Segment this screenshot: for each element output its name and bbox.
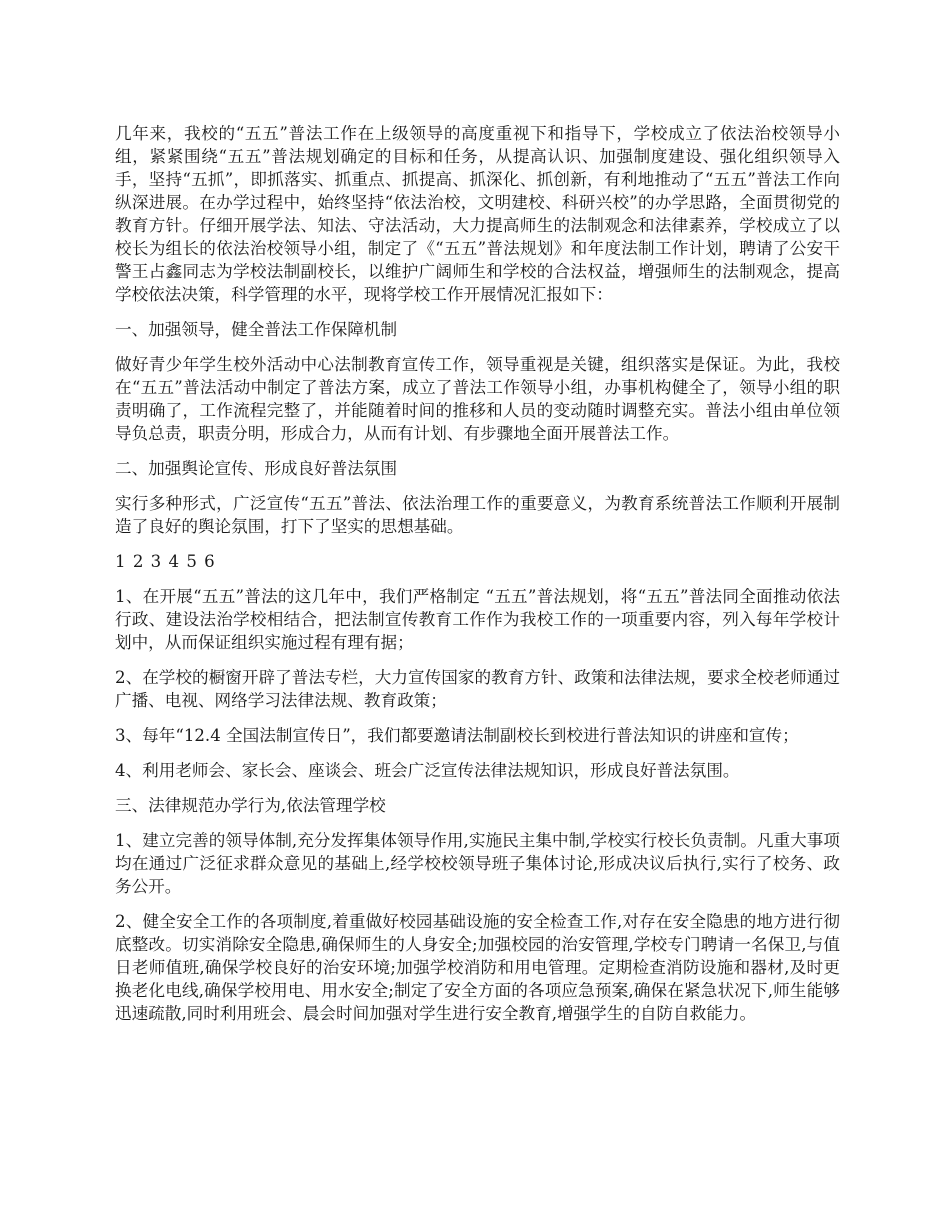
section2-item-4: 4、利用老师会、家长会、座谈会、班会广泛宣传法律法规知识，形成良好普法氛围。 bbox=[115, 761, 740, 780]
section2-item-3: 3、每年“12.4 全国法制宣传日”，我们都要邀请法制副校长到校进行普法知识的讲座和宣传； bbox=[115, 726, 799, 745]
section1-paragraph: 做好青少年学生校外活动中心法制教育宣传工作，领导重视是关键，组织落实是保证。为此，我校在“五五”普法活动中制定了普法方案，成立了普法工作领导小组，办事机构健全了，领导小组的职责明确了，工作流程完整了，并能随着时间的推移和人员的变动随时调整充实。普法小组由单位领导负总责，职责分明，形成合力，从而有计划、有步骤地全面开展普法工作。 bbox=[115, 355, 840, 443]
section1-heading: 一、加强领导，健全普法工作保障机制 bbox=[115, 320, 398, 339]
section2-item-2: 2、在学校的橱窗开辟了普法专栏，大力宣传国家的教育方针、政策和法律法规，要求全校老师通过广播、电视、网络学习法律法规、教育政策； bbox=[115, 668, 840, 710]
section2-item-1: 1、在开展“五五”普法的这几年中，我们严格制定 “五五”普法规划，将“五五”普法同全面推动依法行政、建设法治学校相结合，把法制宣传教育工作作为我校工作的一项重要内容，列入每年学校计划中，从而保证组织实施过程有理有据； bbox=[115, 587, 840, 652]
page-numbers: 1 2 3 4 5 6 bbox=[115, 552, 216, 571]
section2-paragraph: 实行多种形式，广泛宣传“五五”普法、依法治理工作的重要意义，为教育系统普法工作顺利开展制造了良好的舆论氛围，打下了坚实的思想基础。 bbox=[115, 494, 840, 536]
section3-item-2: 2、健全安全工作的各项制度,着重做好校园基础设施的安全检查工作,对存在安全隐患的地方进行彻底整改。切实消除安全隐患,确保师生的人身安全;加强校园的治安管理,学校专门聘请一名保卫,与值日老师值班,确保学校良好的治安环境;加强学校消防和用电管理。定期检查消防设施和器材,及时更换老化电线,确保学校用电、用水安全;制定了安全方面的各项应急预案,确保在紧急状况下,师生能够迅速疏散,同时利用班会、晨会时间加强对学生进行安全教育,增强学生的自防自救能力。 bbox=[115, 912, 840, 1023]
section3-heading: 三、法律规范办学行为,依法管理学校 bbox=[115, 796, 386, 815]
intro-paragraph: 几年来，我校的“五五”普法工作在上级领导的高度重视下和指导下，学校成立了依法治校领导小组，紧紧围绕“五五”普法规划确定的目标和任务，从提高认识、加强制度建设、强化组织领导入手，坚持“五抓”，即抓落实、抓重点、抓提高、抓深化、抓创新，有利地推动了“五五”普法工作向纵深进展。在办学过程中，始终坚持“依法治校，文明建校、科研兴校”的办学思路，全面贯彻党的教育方针。仔细开展学法、知法、守法活动，大力提高师生的法制观念和法律素养，学校成立了以校长为组长的依法治校领导小组，制定了《“五五”普法规划》和年度法制工作计划，聘请了公安干警王占鑫同志为学校法制副校长，以维护广阔师生和学校的合法权益，增强师生的法制观念，提高学校依法决策，科学管理的水平，现将学校工作开展情况汇报如下： bbox=[115, 124, 840, 304]
document-body bbox=[115, 122, 840, 1037]
section3-item-1: 1、建立完善的领导体制,充分发挥集体领导作用,实施民主集中制,学校实行校长负责制。凡重大事项均在通过广泛征求群众意见的基础上,经学校校领导班子集体讨论,形成决议后执行,实行了校务、政务公开。 bbox=[115, 831, 840, 896]
section2-heading: 二、加强舆论宣传、形成良好普法氛围 bbox=[115, 459, 398, 478]
